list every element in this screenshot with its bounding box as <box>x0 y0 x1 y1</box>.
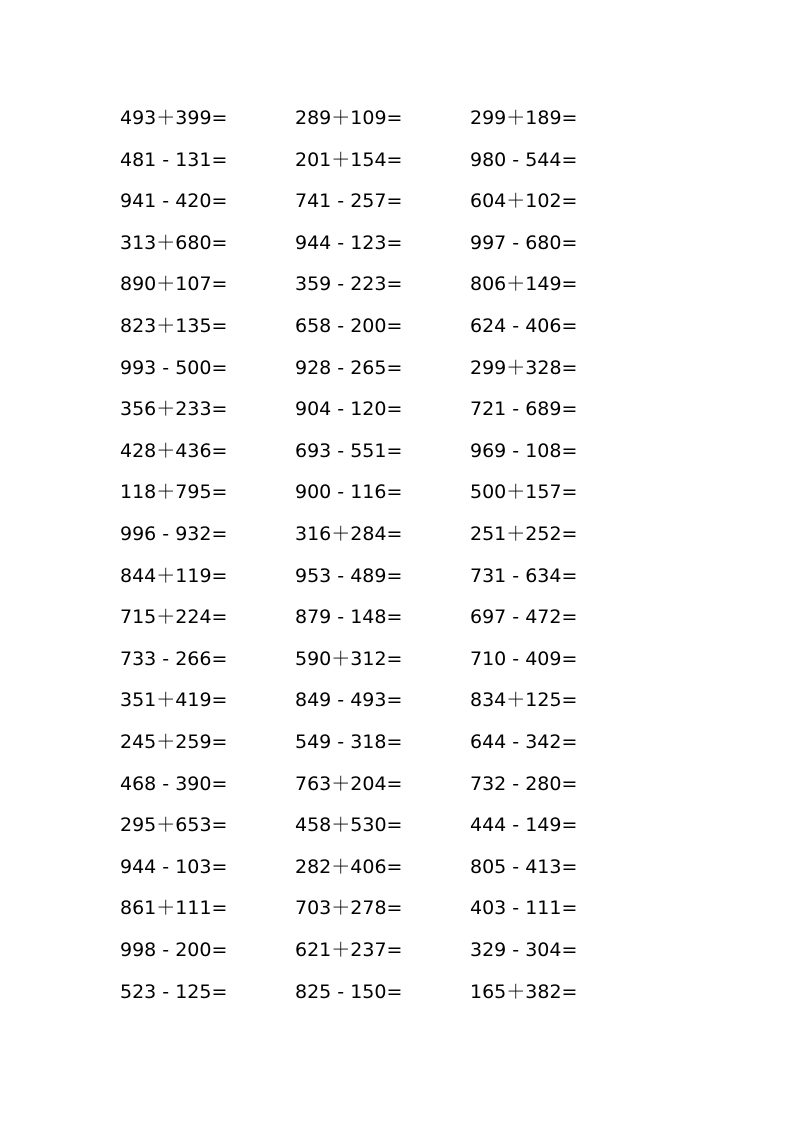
math-problem: 458＋530= <box>295 814 403 836</box>
math-problem: 359 - 223= <box>295 273 403 295</box>
math-problem: 165＋382= <box>470 981 578 1003</box>
math-problem: 289＋109= <box>295 107 403 129</box>
math-problem: 644 - 342= <box>470 731 578 753</box>
math-problem: 428＋436= <box>120 440 228 462</box>
math-problem: 351＋419= <box>120 689 228 711</box>
math-problem: 313＋680= <box>120 232 228 254</box>
math-problem: 721 - 689= <box>470 398 578 420</box>
math-problem: 944 - 123= <box>295 232 403 254</box>
math-problem: 500＋157= <box>470 481 578 503</box>
math-problem: 493＋399= <box>120 107 228 129</box>
math-problem: 980 - 544= <box>470 149 578 171</box>
math-problem: 444 - 149= <box>470 814 578 836</box>
math-problem: 861＋111= <box>120 897 228 919</box>
math-problem: 969 - 108= <box>470 440 578 462</box>
math-problem: 879 - 148= <box>295 606 403 628</box>
math-problem: 806＋149= <box>470 273 578 295</box>
math-problem: 741 - 257= <box>295 190 403 212</box>
math-problem: 523 - 125= <box>120 981 228 1003</box>
math-problem: 715＋224= <box>120 606 228 628</box>
math-problem: 356＋233= <box>120 398 228 420</box>
math-problem: 693 - 551= <box>295 440 403 462</box>
math-problem: 844＋119= <box>120 565 228 587</box>
math-problem: 732 - 280= <box>470 773 578 795</box>
math-problem: 823＋135= <box>120 315 228 337</box>
math-problem: 953 - 489= <box>295 565 403 587</box>
math-problem: 481 - 131= <box>120 149 228 171</box>
math-problem: 731 - 634= <box>470 565 578 587</box>
math-problem: 900 - 116= <box>295 481 403 503</box>
math-problem: 904 - 120= <box>295 398 403 420</box>
math-problem: 697 - 472= <box>470 606 578 628</box>
math-problem: 944 - 103= <box>120 856 228 878</box>
math-problem: 201＋154= <box>295 149 403 171</box>
math-problem: 624 - 406= <box>470 315 578 337</box>
math-problem: 282＋406= <box>295 856 403 878</box>
math-problem: 928 - 265= <box>295 357 403 379</box>
math-problem: 251＋252= <box>470 523 578 545</box>
math-problem: 996 - 932= <box>120 523 228 545</box>
math-problem: 295＋653= <box>120 814 228 836</box>
math-problem: 316＋284= <box>295 523 403 545</box>
math-problem: 733 - 266= <box>120 648 228 670</box>
math-problem: 329 - 304= <box>470 939 578 961</box>
math-problem: 604＋102= <box>470 190 578 212</box>
math-problem: 468 - 390= <box>120 773 228 795</box>
math-problem: 834＋125= <box>470 689 578 711</box>
math-problem: 825 - 150= <box>295 981 403 1003</box>
math-problem: 403 - 111= <box>470 897 578 919</box>
math-problem: 941 - 420= <box>120 190 228 212</box>
math-problem: 805 - 413= <box>470 856 578 878</box>
math-problem: 299＋189= <box>470 107 578 129</box>
math-problem: 590＋312= <box>295 648 403 670</box>
math-problem: 710 - 409= <box>470 648 578 670</box>
math-problem: 763＋204= <box>295 773 403 795</box>
math-problem: 703＋278= <box>295 897 403 919</box>
math-problem: 245＋259= <box>120 731 228 753</box>
math-problem: 890＋107= <box>120 273 228 295</box>
math-problem: 998 - 200= <box>120 939 228 961</box>
math-problem: 658 - 200= <box>295 315 403 337</box>
math-problem: 299＋328= <box>470 357 578 379</box>
math-problem: 993 - 500= <box>120 357 228 379</box>
math-problem: 549 - 318= <box>295 731 403 753</box>
math-problem: 849 - 493= <box>295 689 403 711</box>
math-problem: 621＋237= <box>295 939 403 961</box>
math-problem: 997 - 680= <box>470 232 578 254</box>
math-problem: 118＋795= <box>120 481 228 503</box>
